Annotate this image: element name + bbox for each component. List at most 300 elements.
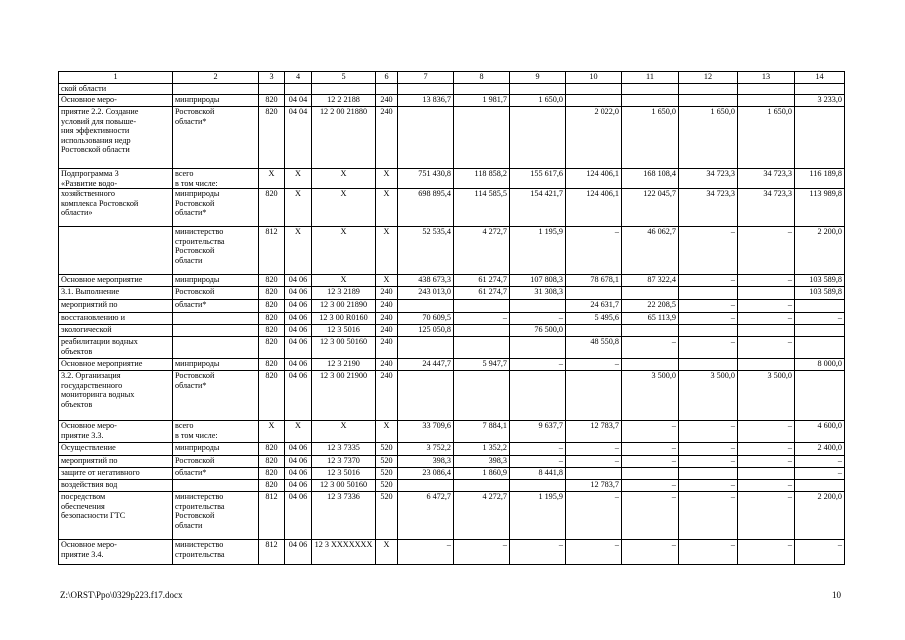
table-cell: – bbox=[679, 227, 738, 275]
table-cell: 398,3 bbox=[398, 456, 454, 468]
header-cell: 3 bbox=[259, 72, 285, 84]
table-cell bbox=[398, 300, 454, 313]
table-cell bbox=[454, 337, 510, 359]
table-cell: 168 108,4 bbox=[622, 169, 679, 189]
header-cell: 6 bbox=[376, 72, 398, 84]
table-cell: 12 2 00 21880 bbox=[312, 107, 376, 169]
table-cell bbox=[795, 325, 845, 337]
table-cell: X bbox=[259, 169, 285, 189]
table-cell: ской области bbox=[59, 84, 173, 95]
table-cell bbox=[566, 468, 622, 480]
table-cell: – bbox=[795, 468, 845, 480]
table-cell bbox=[173, 325, 259, 337]
table-cell: 04 06 bbox=[285, 359, 312, 371]
header-cell: 1 bbox=[59, 72, 173, 84]
table-cell: X bbox=[312, 421, 376, 443]
table-cell: – bbox=[622, 492, 679, 540]
table-cell: – bbox=[622, 443, 679, 456]
table-cell: 8 441,8 bbox=[510, 468, 566, 480]
table-cell: 12 3 7370 bbox=[312, 456, 376, 468]
table-cell: 240 bbox=[376, 107, 398, 169]
table-row bbox=[59, 169, 845, 189]
table-cell: 3 233,0 bbox=[795, 95, 845, 107]
header-cell: 4 bbox=[285, 72, 312, 84]
header-cell: 12 bbox=[679, 72, 738, 84]
table-cell bbox=[398, 84, 454, 95]
table-cell: 812 bbox=[259, 540, 285, 565]
table-cell bbox=[173, 480, 259, 492]
table-cell: – bbox=[679, 275, 738, 287]
table-cell: 124 406,1 bbox=[566, 169, 622, 189]
table-cell bbox=[454, 480, 510, 492]
table-cell: 12 3 00 50160 bbox=[312, 337, 376, 359]
table-cell: X bbox=[312, 189, 376, 227]
table-cell: – bbox=[738, 456, 795, 468]
table-cell: 820 bbox=[259, 95, 285, 107]
table-cell: X bbox=[376, 421, 398, 443]
table-cell: 12 3 00 50160 bbox=[312, 480, 376, 492]
table-cell: X bbox=[376, 275, 398, 287]
table-cell: 3.1. Выполнение bbox=[59, 287, 173, 300]
header-cell: 7 bbox=[398, 72, 454, 84]
table-cell: 820 bbox=[259, 359, 285, 371]
table-header-row bbox=[59, 72, 845, 84]
table-cell bbox=[566, 287, 622, 300]
table-cell: минприроды bbox=[173, 443, 259, 456]
table-cell: X bbox=[376, 169, 398, 189]
table-row bbox=[59, 468, 845, 480]
table-cell: 04 04 bbox=[285, 95, 312, 107]
table-cell: 23 086,4 bbox=[398, 468, 454, 480]
table-cell: 04 06 bbox=[285, 468, 312, 480]
table-cell: – bbox=[566, 492, 622, 540]
table-cell: мероприятий по bbox=[59, 456, 173, 468]
table-cell: X bbox=[285, 189, 312, 227]
table-cell bbox=[738, 359, 795, 371]
table-cell: 04 06 bbox=[285, 287, 312, 300]
table-cell: – bbox=[738, 492, 795, 540]
table-cell: – bbox=[679, 443, 738, 456]
table-row bbox=[59, 95, 845, 107]
table-cell: экологической bbox=[59, 325, 173, 337]
table-row bbox=[59, 107, 845, 169]
table-cell: – bbox=[510, 313, 566, 325]
table-cell: – bbox=[679, 492, 738, 540]
table-cell: Осуществление bbox=[59, 443, 173, 456]
table-cell: 1 195,9 bbox=[510, 492, 566, 540]
table-cell: 76 500,0 bbox=[510, 325, 566, 337]
table-cell bbox=[622, 325, 679, 337]
table-row bbox=[59, 189, 845, 227]
table-cell bbox=[398, 337, 454, 359]
table-row bbox=[59, 480, 845, 492]
table-cell bbox=[566, 371, 622, 421]
table-cell bbox=[510, 107, 566, 169]
table-cell bbox=[622, 287, 679, 300]
table-cell bbox=[454, 107, 510, 169]
table-cell: 33 709,6 bbox=[398, 421, 454, 443]
table-cell bbox=[622, 84, 679, 95]
table-cell: 820 bbox=[259, 456, 285, 468]
table-cell bbox=[679, 95, 738, 107]
table-cell: 820 bbox=[259, 313, 285, 325]
table-cell: 2 400,0 bbox=[795, 443, 845, 456]
table-cell: 87 322,4 bbox=[622, 275, 679, 287]
header-cell: 11 bbox=[622, 72, 679, 84]
table-cell: – bbox=[622, 456, 679, 468]
table-cell: 13 836,7 bbox=[398, 95, 454, 107]
table-cell: 820 bbox=[259, 287, 285, 300]
table-cell: 12 3 XXXXXXX bbox=[312, 540, 376, 565]
table-cell bbox=[679, 359, 738, 371]
table-cell: 820 bbox=[259, 480, 285, 492]
table-cell: 4 600,0 bbox=[795, 421, 845, 443]
table-cell bbox=[622, 359, 679, 371]
table-cell: 04 06 bbox=[285, 313, 312, 325]
table-cell: минприроды bbox=[173, 275, 259, 287]
table-cell: Ростовской bbox=[173, 287, 259, 300]
table-cell: X bbox=[312, 169, 376, 189]
table-cell: – bbox=[510, 359, 566, 371]
table-cell bbox=[622, 468, 679, 480]
table-cell: 1 860,9 bbox=[454, 468, 510, 480]
table-cell bbox=[173, 84, 259, 95]
table-cell: 240 bbox=[376, 95, 398, 107]
table-cell: 31 308,3 bbox=[510, 287, 566, 300]
table-cell: – bbox=[622, 480, 679, 492]
table-cell bbox=[738, 468, 795, 480]
table-cell: Основное меро- bbox=[59, 95, 173, 107]
table-cell: мероприятий по bbox=[59, 300, 173, 313]
table-cell: – bbox=[738, 480, 795, 492]
table-cell: 812 bbox=[259, 492, 285, 540]
table-row bbox=[59, 313, 845, 325]
table-row bbox=[59, 359, 845, 371]
table-cell: 155 617,6 bbox=[510, 169, 566, 189]
table-cell bbox=[510, 84, 566, 95]
table-cell: X bbox=[376, 540, 398, 565]
table-cell: 114 585,5 bbox=[454, 189, 510, 227]
table-cell: 6 472,7 bbox=[398, 492, 454, 540]
table-cell bbox=[454, 371, 510, 421]
table-cell: посредством обеспечения безопасности ГТС bbox=[59, 492, 173, 540]
table-cell: 04 06 bbox=[285, 540, 312, 565]
table-row bbox=[59, 337, 845, 359]
table-cell bbox=[622, 95, 679, 107]
table-cell: 125 050,8 bbox=[398, 325, 454, 337]
table-cell: X bbox=[285, 227, 312, 275]
table-cell: – bbox=[679, 480, 738, 492]
table-cell: X bbox=[312, 275, 376, 287]
table-cell bbox=[738, 287, 795, 300]
table-cell: 04 06 bbox=[285, 300, 312, 313]
table-cell: – bbox=[510, 540, 566, 565]
table-cell: Основное меро- приятие 3.4. bbox=[59, 540, 173, 565]
table-cell bbox=[312, 84, 376, 95]
table-cell: Основное мероприятие bbox=[59, 275, 173, 287]
table-cell: 240 bbox=[376, 287, 398, 300]
table-cell: 240 bbox=[376, 325, 398, 337]
table-cell: 12 3 7335 bbox=[312, 443, 376, 456]
table-cell: 61 274,7 bbox=[454, 287, 510, 300]
table-cell bbox=[173, 313, 259, 325]
header-cell: 5 bbox=[312, 72, 376, 84]
table-cell: – bbox=[679, 540, 738, 565]
table-row bbox=[59, 287, 845, 300]
table-cell: 22 208,5 bbox=[622, 300, 679, 313]
table-cell: реабилитации водных объектов bbox=[59, 337, 173, 359]
footer-page-number: 10 bbox=[832, 590, 841, 600]
table-cell: 1 981,7 bbox=[454, 95, 510, 107]
table-cell: 243 013,0 bbox=[398, 287, 454, 300]
table-cell: 124 406,1 bbox=[566, 189, 622, 227]
table-cell: 398,3 bbox=[454, 456, 510, 468]
table-cell: – bbox=[566, 359, 622, 371]
table-cell bbox=[795, 107, 845, 169]
table-cell bbox=[398, 107, 454, 169]
table-cell: 103 589,8 bbox=[795, 287, 845, 300]
table-cell bbox=[738, 84, 795, 95]
table-cell: 9 637,7 bbox=[510, 421, 566, 443]
table-cell: 820 bbox=[259, 107, 285, 169]
header-cell: 10 bbox=[566, 72, 622, 84]
table-cell: – bbox=[738, 421, 795, 443]
table-cell bbox=[285, 84, 312, 95]
table-cell: 5 947,7 bbox=[454, 359, 510, 371]
table-cell bbox=[795, 480, 845, 492]
table-cell: 12 3 00 R0160 bbox=[312, 313, 376, 325]
table-cell: – bbox=[679, 421, 738, 443]
table-row bbox=[59, 456, 845, 468]
table-cell bbox=[679, 325, 738, 337]
table-cell: – bbox=[738, 443, 795, 456]
table-row bbox=[59, 421, 845, 443]
table-cell: 2 022,0 bbox=[566, 107, 622, 169]
table-cell: 820 bbox=[259, 300, 285, 313]
table-cell: – bbox=[738, 275, 795, 287]
table-cell: 820 bbox=[259, 275, 285, 287]
table-row bbox=[59, 443, 845, 456]
table-cell bbox=[679, 468, 738, 480]
table-cell bbox=[795, 337, 845, 359]
table-cell: министерство строительства bbox=[173, 540, 259, 565]
table-cell: 52 535,4 bbox=[398, 227, 454, 275]
table-cell: 3.2. Организация государственного мониторинга водных объектов bbox=[59, 371, 173, 421]
table-cell: 107 808,3 bbox=[510, 275, 566, 287]
table-cell: 04 06 bbox=[285, 492, 312, 540]
table-cell: восстановлению и bbox=[59, 313, 173, 325]
table-cell: 3 500,0 bbox=[622, 371, 679, 421]
table-cell: 4 272,7 bbox=[454, 227, 510, 275]
table-cell: 34 723,3 bbox=[679, 189, 738, 227]
header-cell: 14 bbox=[795, 72, 845, 84]
table-row bbox=[59, 540, 845, 565]
table-row bbox=[59, 227, 845, 275]
table-cell bbox=[679, 84, 738, 95]
header-cell: 2 bbox=[173, 72, 259, 84]
table-cell: 820 bbox=[259, 371, 285, 421]
table-cell: 04 06 bbox=[285, 456, 312, 468]
table-cell: – bbox=[510, 443, 566, 456]
table-row bbox=[59, 371, 845, 421]
table-cell: – bbox=[679, 456, 738, 468]
table-cell bbox=[398, 480, 454, 492]
table-cell bbox=[510, 300, 566, 313]
table-cell: – bbox=[795, 456, 845, 468]
table-cell: Основное мероприятие bbox=[59, 359, 173, 371]
table-cell: 154 421,7 bbox=[510, 189, 566, 227]
table-cell: – bbox=[510, 456, 566, 468]
table-cell: – bbox=[795, 540, 845, 565]
table-cell bbox=[566, 84, 622, 95]
table-cell: X bbox=[285, 169, 312, 189]
table-cell: 7 884,1 bbox=[454, 421, 510, 443]
table-cell: 438 673,3 bbox=[398, 275, 454, 287]
table-cell: 24 631,7 bbox=[566, 300, 622, 313]
table-cell: 12 3 5016 bbox=[312, 325, 376, 337]
table-cell: 12 3 2190 bbox=[312, 359, 376, 371]
table-cell: 12 2 2188 bbox=[312, 95, 376, 107]
table-cell: министерство строительства Ростовской области bbox=[173, 492, 259, 540]
table-row bbox=[59, 300, 845, 313]
table-cell: – bbox=[738, 313, 795, 325]
table-cell: 1 650,0 bbox=[679, 107, 738, 169]
table-cell: 78 678,1 bbox=[566, 275, 622, 287]
table-cell: 3 752,2 bbox=[398, 443, 454, 456]
table-cell bbox=[795, 371, 845, 421]
table-cell bbox=[398, 371, 454, 421]
table-cell bbox=[795, 300, 845, 313]
table-cell: – bbox=[622, 421, 679, 443]
table-cell: – bbox=[398, 540, 454, 565]
table-cell bbox=[679, 287, 738, 300]
table-cell: – bbox=[679, 313, 738, 325]
table-cell: – bbox=[566, 443, 622, 456]
table-cell: 04 06 bbox=[285, 337, 312, 359]
table-cell: области* bbox=[173, 468, 259, 480]
table-cell bbox=[454, 84, 510, 95]
table-cell: 240 bbox=[376, 359, 398, 371]
table-cell: минприроды bbox=[173, 95, 259, 107]
table-cell: 04 06 bbox=[285, 371, 312, 421]
table-cell: – bbox=[679, 300, 738, 313]
table-cell: 520 bbox=[376, 443, 398, 456]
table-cell: 2 200,0 bbox=[795, 492, 845, 540]
table-cell bbox=[376, 84, 398, 95]
table-cell: 240 bbox=[376, 300, 398, 313]
table-cell bbox=[173, 337, 259, 359]
table-cell: 103 589,8 bbox=[795, 275, 845, 287]
table-row bbox=[59, 492, 845, 540]
table-cell bbox=[566, 325, 622, 337]
table-cell bbox=[510, 371, 566, 421]
table-cell: X bbox=[376, 227, 398, 275]
table-cell: Подпрограмма 3 «Развитие водо- bbox=[59, 169, 173, 189]
table-cell: 116 189,8 bbox=[795, 169, 845, 189]
table-cell bbox=[510, 480, 566, 492]
table-cell: – bbox=[738, 540, 795, 565]
table-cell: – bbox=[454, 313, 510, 325]
table-cell: 12 3 7336 bbox=[312, 492, 376, 540]
table-cell bbox=[454, 325, 510, 337]
footer-file-path: Z:\ORST\Ppo\0329p223.f17.docx bbox=[60, 590, 183, 600]
table-cell: 12 3 5016 bbox=[312, 468, 376, 480]
table-cell: – bbox=[795, 313, 845, 325]
table-cell bbox=[259, 84, 285, 95]
table-cell: 48 550,8 bbox=[566, 337, 622, 359]
header-cell: 8 bbox=[454, 72, 510, 84]
table-cell: 04 06 bbox=[285, 325, 312, 337]
table-cell: 12 3 2189 bbox=[312, 287, 376, 300]
table-cell bbox=[738, 325, 795, 337]
table-row bbox=[59, 325, 845, 337]
table-cell bbox=[59, 227, 173, 275]
table-cell: 12 3 00 21900 bbox=[312, 371, 376, 421]
table-row bbox=[59, 275, 845, 287]
table-cell: 1 352,2 bbox=[454, 443, 510, 456]
table-cell: 4 272,7 bbox=[454, 492, 510, 540]
table-cell: 8 000,0 bbox=[795, 359, 845, 371]
table-cell: 751 430,8 bbox=[398, 169, 454, 189]
table-cell: – bbox=[566, 540, 622, 565]
table-cell: 46 062,7 bbox=[622, 227, 679, 275]
table-cell: – bbox=[622, 337, 679, 359]
table-cell: 24 447,7 bbox=[398, 359, 454, 371]
table-cell: 1 195,9 bbox=[510, 227, 566, 275]
header-cell: 13 bbox=[738, 72, 795, 84]
table-cell bbox=[738, 95, 795, 107]
table-cell: воздействия вод bbox=[59, 480, 173, 492]
table-cell: 520 bbox=[376, 468, 398, 480]
table-cell bbox=[795, 84, 845, 95]
table-cell: 04 06 bbox=[285, 275, 312, 287]
table-cell: 520 bbox=[376, 480, 398, 492]
table-cell bbox=[454, 300, 510, 313]
table-cell: 65 113,9 bbox=[622, 313, 679, 325]
table-cell: – bbox=[738, 300, 795, 313]
table-cell: – bbox=[679, 337, 738, 359]
table-cell: X bbox=[259, 421, 285, 443]
table-cell: 820 bbox=[259, 325, 285, 337]
table-cell: 04 06 bbox=[285, 480, 312, 492]
table-cell: – bbox=[454, 540, 510, 565]
table-cell bbox=[510, 337, 566, 359]
table-cell: – bbox=[566, 227, 622, 275]
table-cell: 12 783,7 bbox=[566, 421, 622, 443]
table-row bbox=[59, 84, 845, 95]
table-cell: 34 723,3 bbox=[738, 189, 795, 227]
table-cell: – bbox=[738, 227, 795, 275]
table-cell: 520 bbox=[376, 456, 398, 468]
table-cell: 820 bbox=[259, 443, 285, 456]
table-cell: 1 650,0 bbox=[622, 107, 679, 169]
table-cell: – bbox=[738, 337, 795, 359]
table-cell: 34 723,3 bbox=[738, 169, 795, 189]
table-cell: хозяйственного комплекса Ростовской области» bbox=[59, 189, 173, 227]
table-cell: – bbox=[566, 456, 622, 468]
table-cell: 698 895,4 bbox=[398, 189, 454, 227]
table-cell: 113 989,8 bbox=[795, 189, 845, 227]
table-cell: 61 274,7 bbox=[454, 275, 510, 287]
table-cell: всего в том числе: bbox=[173, 421, 259, 443]
table-cell: 12 783,7 bbox=[566, 480, 622, 492]
table-cell: области* bbox=[173, 300, 259, 313]
table-cell: Основное меро- приятие 3.3. bbox=[59, 421, 173, 443]
table-cell: 122 045,7 bbox=[622, 189, 679, 227]
header-cell: 9 bbox=[510, 72, 566, 84]
table-cell bbox=[566, 95, 622, 107]
table-cell: 04 06 bbox=[285, 443, 312, 456]
